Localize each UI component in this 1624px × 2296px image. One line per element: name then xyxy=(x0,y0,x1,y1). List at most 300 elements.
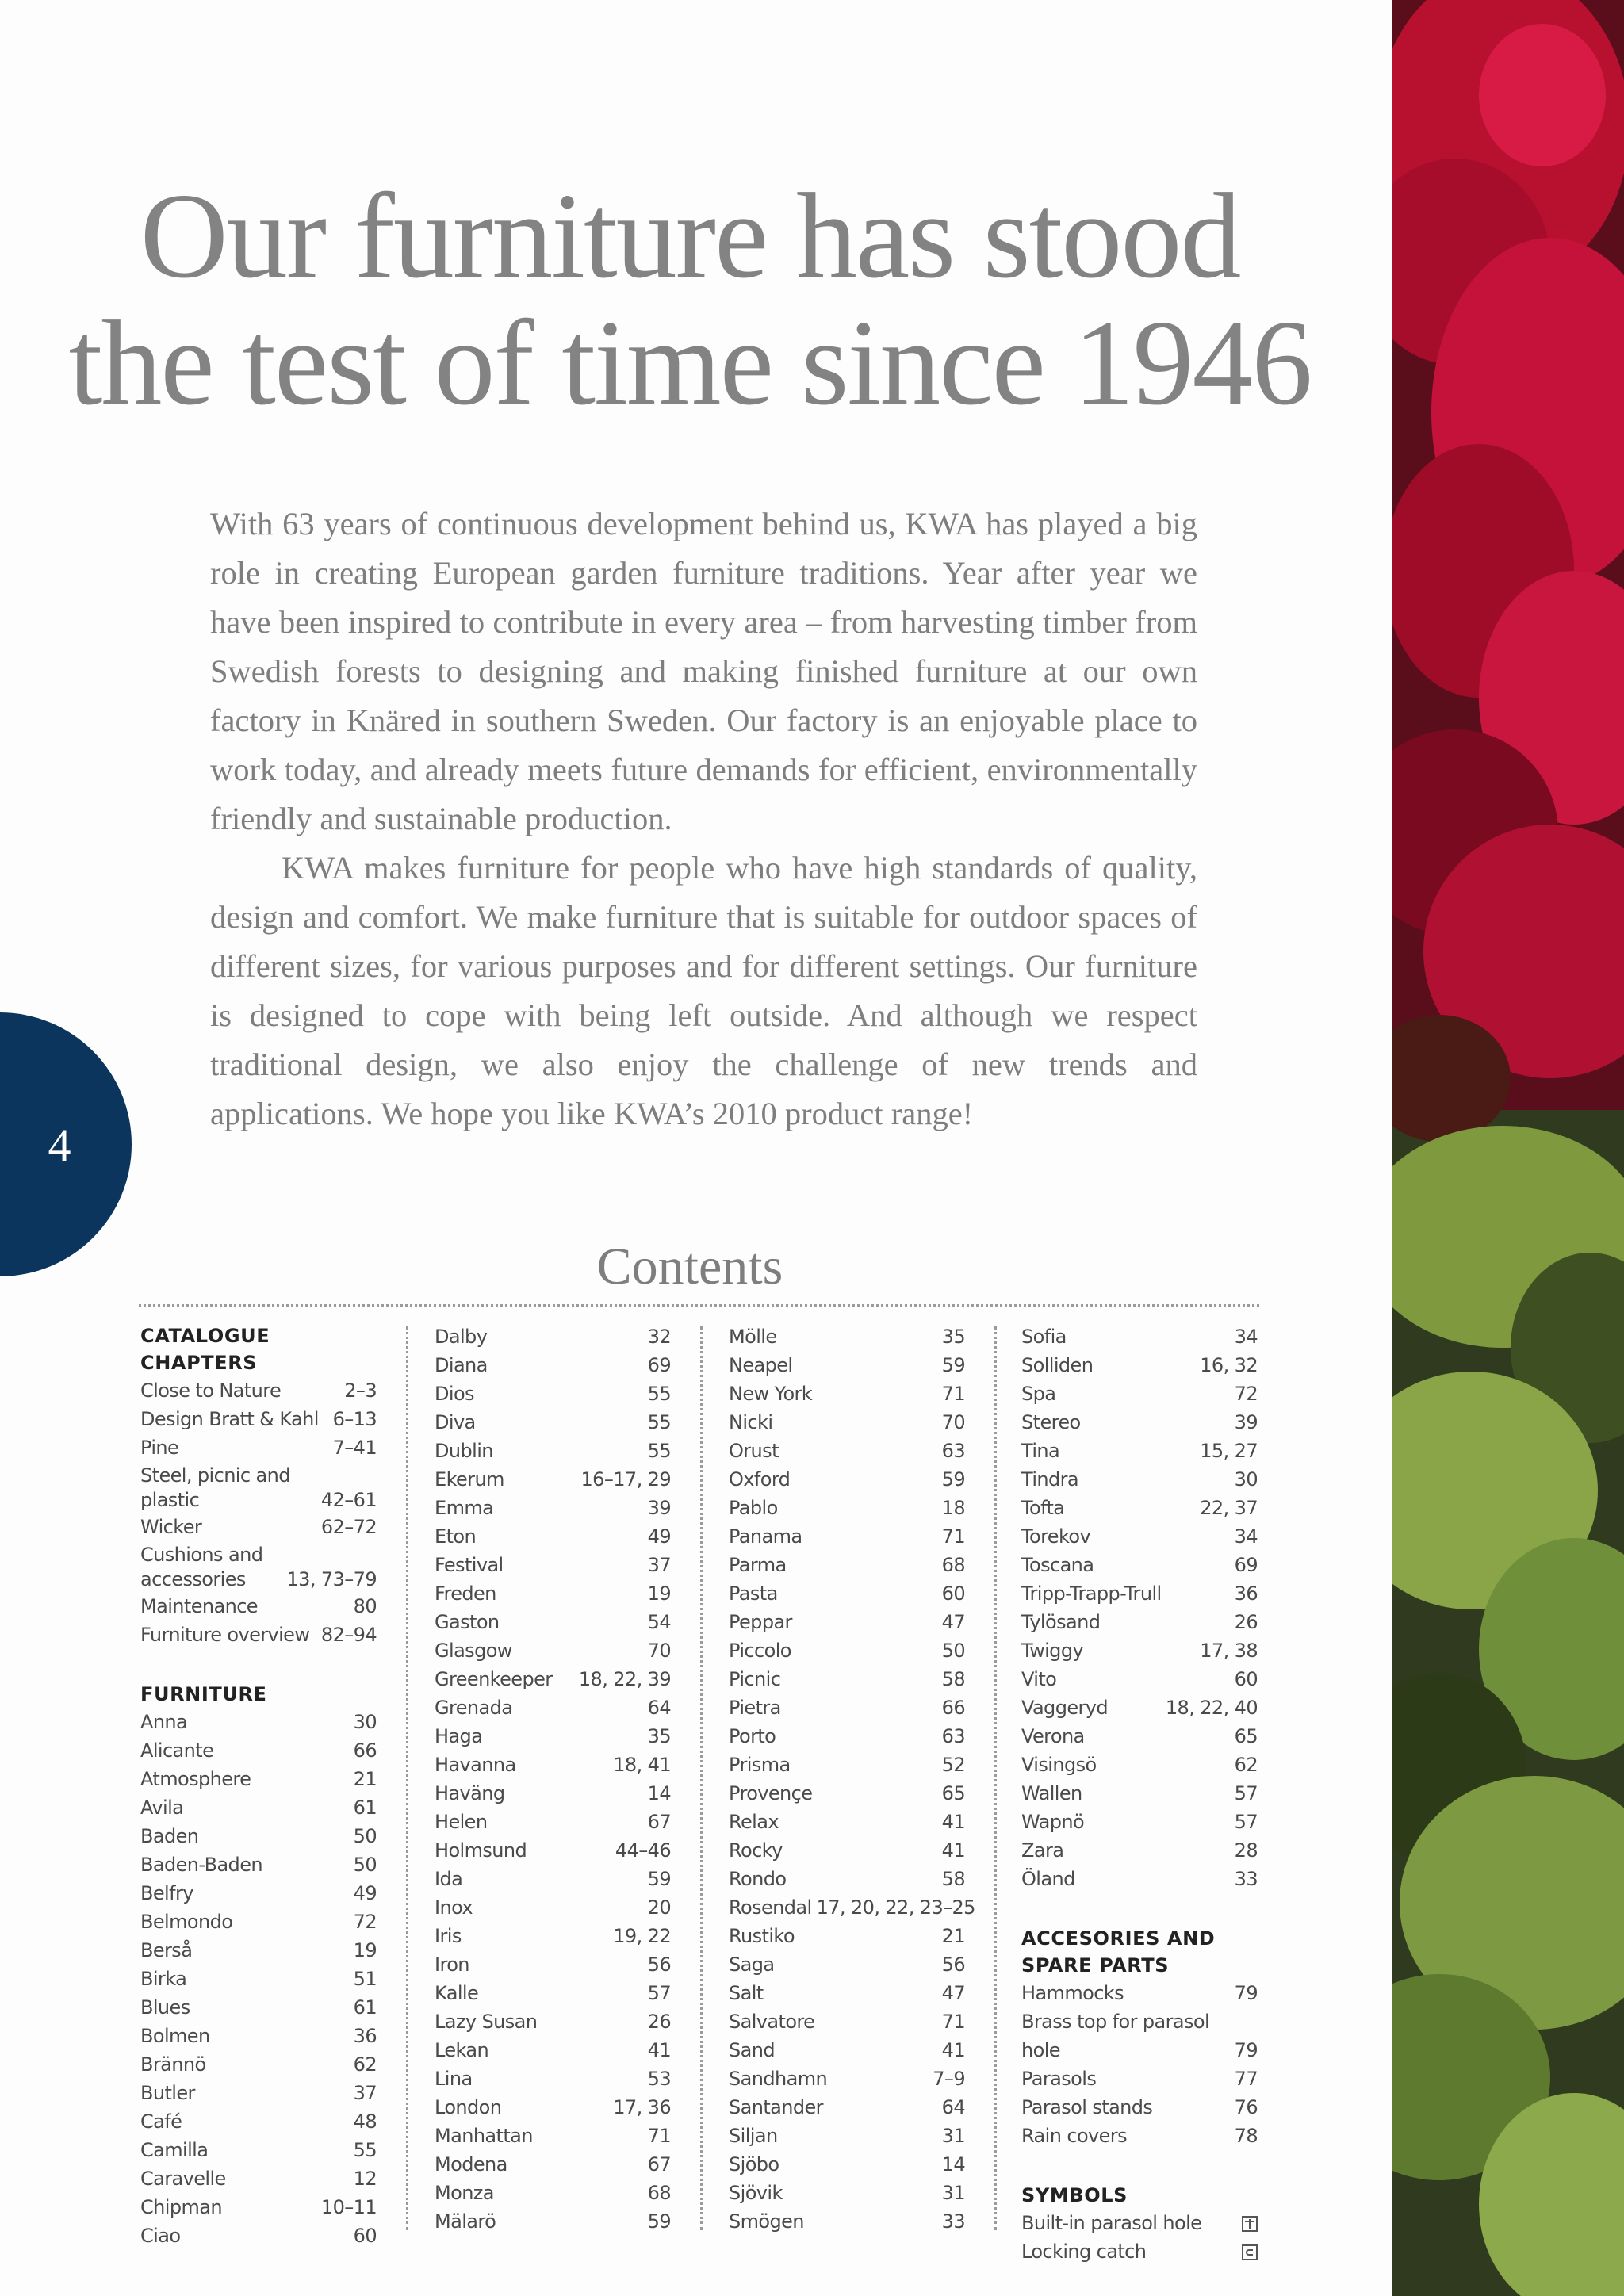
item-name: Helen xyxy=(435,1811,488,1833)
list-item xyxy=(435,1722,671,1751)
list-item xyxy=(435,1579,671,1608)
item-pages: 28 xyxy=(1234,1839,1258,1862)
list-item xyxy=(435,1551,671,1579)
item-pages: 51 xyxy=(353,1968,377,1990)
item-pages: 10–11 xyxy=(320,2196,377,2218)
furniture-list xyxy=(435,1322,671,2236)
item-name: Oxford xyxy=(729,1468,791,1490)
item-name: Grenada xyxy=(435,1697,513,1719)
item-pages: 68 xyxy=(941,1554,965,1576)
item-name: Belfry xyxy=(140,1882,193,1904)
item-name: Modena xyxy=(435,2153,508,2175)
list-item xyxy=(729,2207,965,2236)
item-pages: 57 xyxy=(647,1982,671,2004)
item-name: Twiggy xyxy=(1021,1640,1084,1662)
item-pages: 6–13 xyxy=(332,1408,377,1430)
item-pages: 7–41 xyxy=(332,1437,377,1459)
list-item xyxy=(140,1592,377,1621)
list-item xyxy=(1021,1522,1258,1551)
list-item xyxy=(435,2122,671,2150)
item-name: Holmsund xyxy=(435,1839,527,1862)
list-item xyxy=(140,1405,377,1433)
contents-title: Contents xyxy=(596,1238,783,1295)
intro-paragraph-2: KWA makes furniture for people who have high standards of quality, design and comfort. We make furniture that is suitable for outdoor spaces of different sizes, for various purposes and for different settings. Our furniture is designed to cope with being left outside. And although we respect traditional design, we also enjoy the challenge of new trends and applications. We hope you like KWA’s 2010 product range! xyxy=(210,850,1197,1131)
item-pages: 78 xyxy=(1234,2125,1258,2147)
item-name: Diva xyxy=(435,1411,476,1433)
item-pages: 22, 37 xyxy=(1200,1497,1258,1519)
item-pages: 50 xyxy=(353,1825,377,1847)
list-item xyxy=(435,2179,671,2207)
list-item xyxy=(729,2064,965,2093)
item-name: Belmondo xyxy=(140,1911,233,1933)
intro-text xyxy=(210,499,1197,1138)
item-pages: 41 xyxy=(941,2039,965,2061)
item-pages: 57 xyxy=(1234,1782,1258,1804)
list-item xyxy=(140,1433,377,1462)
item-pages: 33 xyxy=(941,2210,965,2233)
item-pages: 30 xyxy=(353,1711,377,1733)
item-pages: 17, 38 xyxy=(1200,1640,1258,1662)
list-item xyxy=(140,1541,377,1592)
item-pages: 71 xyxy=(941,2011,965,2033)
item-name: Bolmen xyxy=(140,2025,210,2047)
item-pages: 71 xyxy=(647,2125,671,2147)
list-item xyxy=(1021,1779,1258,1808)
item-name: Caravelle xyxy=(140,2168,226,2190)
list-item xyxy=(729,1665,965,1693)
item-pages: 60 xyxy=(353,2225,377,2247)
item-pages: 76 xyxy=(1234,2096,1258,2118)
item-pages: 35 xyxy=(647,1725,671,1747)
item-name: Alicante xyxy=(140,1739,214,1762)
list-item xyxy=(140,1822,377,1850)
parasol-hole-icon xyxy=(1242,2216,1258,2232)
item-pages: 16, 32 xyxy=(1200,1354,1258,1376)
item-name: Piccolo xyxy=(729,1640,791,1662)
item-pages: 31 xyxy=(941,2125,965,2147)
item-name: Pietra xyxy=(729,1697,781,1719)
list-item xyxy=(435,1950,671,1979)
item-name: Sjövik xyxy=(729,2182,783,2204)
item-pages: 55 xyxy=(647,1440,671,1462)
list-item xyxy=(140,1736,377,1765)
list-item xyxy=(1021,1380,1258,1408)
item-pages: 70 xyxy=(647,1640,671,1662)
list-item xyxy=(1021,1665,1258,1693)
list-item xyxy=(1021,1351,1258,1380)
list-item xyxy=(1021,1808,1258,1836)
list-item xyxy=(435,1351,671,1380)
list-item xyxy=(729,1551,965,1579)
list-item xyxy=(729,2179,965,2207)
list-item xyxy=(435,1522,671,1551)
list-item xyxy=(1021,1608,1258,1636)
item-name: Avila xyxy=(140,1797,184,1819)
item-pages: 69 xyxy=(647,1354,671,1376)
list-item xyxy=(435,1751,671,1779)
chapters-list xyxy=(140,1376,377,1649)
item-name: Monza xyxy=(435,2182,494,2204)
item-name: Rocky xyxy=(729,1839,783,1862)
item-pages: 68 xyxy=(647,2182,671,2204)
item-name: Butler xyxy=(140,2082,195,2104)
list-item xyxy=(435,1922,671,1950)
item-name: Pablo xyxy=(729,1497,778,1519)
item-name: Anna xyxy=(140,1711,188,1733)
list-item xyxy=(729,1836,965,1865)
list-item xyxy=(729,1722,965,1751)
item-pages: 49 xyxy=(647,1525,671,1548)
item-pages: 19, 22 xyxy=(613,1925,671,1947)
item-name: Tylösand xyxy=(1021,1611,1101,1633)
symbol-row xyxy=(1021,2237,1258,2266)
rose-photo xyxy=(1392,0,1624,2296)
item-name: Atmosphere xyxy=(140,1768,251,1790)
item-name: Mälarö xyxy=(435,2210,496,2233)
item-pages: 14 xyxy=(647,1782,671,1804)
symbol-row xyxy=(1021,2209,1258,2237)
item-pages: 55 xyxy=(647,1411,671,1433)
list-item xyxy=(1021,1865,1258,1893)
item-name: Greenkeeper xyxy=(435,1668,553,1690)
furniture-heading: FURNITURE xyxy=(140,1683,267,1705)
item-name: Eton xyxy=(435,1525,477,1548)
item-name: Brännö xyxy=(140,2053,206,2076)
list-item xyxy=(140,2193,377,2221)
item-name: Café xyxy=(140,2110,182,2133)
item-name: Santander xyxy=(729,2096,823,2118)
list-item xyxy=(729,1380,965,1408)
list-item xyxy=(729,1351,965,1380)
list-item xyxy=(1021,1579,1258,1608)
list-item xyxy=(435,1979,671,2007)
list-item xyxy=(140,1376,377,1405)
item-pages: 62 xyxy=(1234,1754,1258,1776)
item-name: Sjöbo xyxy=(729,2153,779,2175)
item-name: Tina xyxy=(1021,1440,1060,1462)
list-item xyxy=(729,1579,965,1608)
item-name: Brass top for parasol hole xyxy=(1021,2011,1210,2061)
list-item xyxy=(729,1950,965,1979)
item-pages: 60 xyxy=(1234,1668,1258,1690)
item-pages: 49 xyxy=(353,1882,377,1904)
item-name: Ciao xyxy=(140,2225,181,2247)
item-pages: 79 xyxy=(1234,2039,1258,2061)
list-item xyxy=(435,1322,671,1351)
item-name: Manhattan xyxy=(435,2125,533,2147)
item-name: Dalby xyxy=(435,1326,488,1348)
item-name: Mölle xyxy=(729,1326,777,1348)
item-pages: 48 xyxy=(353,2110,377,2133)
item-pages: 64 xyxy=(647,1697,671,1719)
item-pages: 70 xyxy=(941,1411,965,1433)
item-name: Torekov xyxy=(1021,1525,1091,1548)
item-name: New York xyxy=(729,1383,813,1405)
symbol-label: Built-in parasol hole xyxy=(1021,2212,1202,2234)
list-item xyxy=(140,1850,377,1879)
item-name: Hammocks xyxy=(1021,1982,1124,2004)
contents-column-4 xyxy=(1021,1322,1258,2266)
item-pages: 14 xyxy=(941,2153,965,2175)
item-pages: 61 xyxy=(353,1797,377,1819)
item-name: Wapnö xyxy=(1021,1811,1085,1833)
item-name: Dios xyxy=(435,1383,474,1405)
accessories-heading-line-2: SPARE PARTS xyxy=(1021,1954,1170,1976)
list-item xyxy=(729,1608,965,1636)
item-name: Vaggeryd xyxy=(1021,1697,1109,1719)
list-item xyxy=(1021,2007,1258,2064)
item-pages: 39 xyxy=(647,1497,671,1519)
list-item xyxy=(435,2150,671,2179)
item-name: Solliden xyxy=(1021,1354,1094,1376)
list-item xyxy=(729,1808,965,1836)
accessories-heading-line-1: ACCESORIES AND xyxy=(1021,1927,1216,1950)
item-pages: 44–46 xyxy=(615,1839,671,1862)
item-name: Festival xyxy=(435,1554,504,1576)
item-pages: 54 xyxy=(647,1611,671,1633)
list-item xyxy=(1021,1322,1258,1351)
item-pages: 65 xyxy=(941,1782,965,1804)
item-pages: 66 xyxy=(353,1739,377,1762)
item-pages: 47 xyxy=(941,1611,965,1633)
item-name: Glasgow xyxy=(435,1640,512,1662)
list-item xyxy=(1021,1551,1258,1579)
item-pages: 41 xyxy=(647,2039,671,2061)
item-name: Porto xyxy=(729,1725,776,1747)
list-item xyxy=(1021,1979,1258,2007)
item-name: Kalle xyxy=(435,1982,479,2004)
contents-column-2 xyxy=(435,1322,671,2236)
list-item xyxy=(140,1462,377,1513)
item-pages: 62 xyxy=(353,2053,377,2076)
list-item xyxy=(1021,1836,1258,1865)
accessories-heading xyxy=(1021,1925,1258,1952)
item-name: Baden xyxy=(140,1825,199,1847)
list-item xyxy=(1021,1494,1258,1522)
rose-photo-image xyxy=(1392,0,1624,2296)
item-name: Öland xyxy=(1021,1868,1075,1890)
item-pages: 61 xyxy=(353,1996,377,2019)
list-item xyxy=(729,1693,965,1722)
item-name: Baden-Baden xyxy=(140,1854,262,1876)
item-pages: 7–9 xyxy=(933,2068,965,2090)
headline-line-1: Our furniture has stood xyxy=(140,169,1240,304)
item-pages: 35 xyxy=(941,1326,965,1348)
item-pages: 21 xyxy=(941,1925,965,1947)
item-pages: 50 xyxy=(941,1640,965,1662)
contents-divider xyxy=(139,1304,1259,1307)
list-item xyxy=(140,1793,377,1822)
item-name: Camilla xyxy=(140,2139,209,2161)
item-name: Saga xyxy=(729,1954,775,1976)
list-item xyxy=(435,1408,671,1437)
item-name: Neapel xyxy=(729,1354,793,1376)
symbol-label: Locking catch xyxy=(1021,2241,1147,2263)
item-pages: 79 xyxy=(1234,1982,1258,2004)
list-item xyxy=(435,1380,671,1408)
item-name: Toscana xyxy=(1021,1554,1094,1576)
item-name: Parasols xyxy=(1021,2068,1097,2090)
furniture-list xyxy=(1021,1322,1258,1893)
furniture-list xyxy=(140,1708,377,2250)
item-pages: 39 xyxy=(1234,1411,1258,1433)
item-pages: 21 xyxy=(353,1768,377,1790)
item-pages: 52 xyxy=(941,1754,965,1776)
list-item xyxy=(435,2207,671,2236)
item-pages: 26 xyxy=(647,2011,671,2033)
list-item xyxy=(435,1636,671,1665)
item-name: Iron xyxy=(435,1954,469,1976)
item-pages: 59 xyxy=(647,2210,671,2233)
list-item xyxy=(1021,1437,1258,1465)
item-name: Rondo xyxy=(729,1868,787,1890)
item-name: Tripp-Trapp-Trull xyxy=(1021,1582,1162,1605)
list-item xyxy=(140,1765,377,1793)
item-pages: 57 xyxy=(1234,1811,1258,1833)
item-name: Rustiko xyxy=(729,1925,795,1947)
item-pages: 64 xyxy=(941,2096,965,2118)
item-pages: 72 xyxy=(1234,1383,1258,1405)
item-pages: 18, 41 xyxy=(613,1754,671,1776)
item-name: Gaston xyxy=(435,1611,500,1633)
item-pages: 82–94 xyxy=(320,1624,377,1646)
item-pages: 65 xyxy=(1234,1725,1258,1747)
item-name: Cushions and accessories xyxy=(140,1544,263,1590)
contents-column-1 xyxy=(140,1322,377,2250)
item-pages: 17, 36 xyxy=(613,2096,671,2118)
item-name: Smögen xyxy=(729,2210,804,2233)
list-item xyxy=(435,1494,671,1522)
item-name: Spa xyxy=(1021,1383,1056,1405)
item-name: Peppar xyxy=(729,1611,792,1633)
item-name: Picnic xyxy=(729,1668,781,1690)
item-pages: 31 xyxy=(941,2182,965,2204)
list-item xyxy=(729,2122,965,2150)
item-name: Orust xyxy=(729,1440,779,1462)
item-pages: 80 xyxy=(353,1595,377,1617)
item-pages: 37 xyxy=(647,1554,671,1576)
item-name: Havanna xyxy=(435,1754,516,1776)
list-item xyxy=(435,1437,671,1465)
item-name: Rain covers xyxy=(1021,2125,1127,2147)
list-item xyxy=(729,1322,965,1351)
list-item xyxy=(435,2007,671,2036)
list-item xyxy=(140,2050,377,2079)
list-item xyxy=(729,2036,965,2064)
item-pages: 12 xyxy=(353,2168,377,2190)
item-pages: 32 xyxy=(647,1326,671,1348)
list-item xyxy=(435,1779,671,1808)
item-pages: 34 xyxy=(1234,1326,1258,1348)
list-item xyxy=(140,1879,377,1908)
locking-catch-icon xyxy=(1242,2244,1258,2260)
item-name: Nicki xyxy=(729,1411,773,1433)
list-item xyxy=(140,2136,377,2164)
list-item xyxy=(729,1636,965,1665)
item-name: Haväng xyxy=(435,1782,505,1804)
item-name: London xyxy=(435,2096,502,2118)
list-item xyxy=(1021,1751,1258,1779)
list-item xyxy=(435,1808,671,1836)
list-item xyxy=(435,2064,671,2093)
contents-column-3 xyxy=(729,1322,975,2236)
list-item xyxy=(140,1513,377,1541)
item-pages: 67 xyxy=(647,1811,671,1833)
list-item xyxy=(435,1865,671,1893)
column-divider xyxy=(994,1326,997,2230)
item-pages: 18, 22, 40 xyxy=(1165,1697,1258,1719)
list-item xyxy=(435,1693,671,1722)
item-pages: 37 xyxy=(353,2082,377,2104)
list-item xyxy=(1021,1465,1258,1494)
item-name: Prisma xyxy=(729,1754,791,1776)
list-item xyxy=(729,1779,965,1808)
list-item xyxy=(729,1494,965,1522)
item-name: Emma xyxy=(435,1497,494,1519)
list-item xyxy=(729,2007,965,2036)
item-name: Vito xyxy=(1021,1668,1057,1690)
item-name: Sofia xyxy=(1021,1326,1067,1348)
item-pages: 2–3 xyxy=(344,1380,377,1402)
item-name: Berså xyxy=(140,1939,193,1961)
item-pages: 58 xyxy=(941,1868,965,1890)
item-name: Parma xyxy=(729,1554,787,1576)
item-name: Chipman xyxy=(140,2196,222,2218)
column-divider xyxy=(406,1326,408,2230)
list-item xyxy=(1021,2122,1258,2150)
list-item xyxy=(729,1522,965,1551)
item-name: Close to Nature xyxy=(140,1380,282,1402)
list-item xyxy=(729,1751,965,1779)
item-name: Visingsö xyxy=(1021,1754,1097,1776)
item-name: Parasol stands xyxy=(1021,2096,1153,2118)
item-pages: 33 xyxy=(1234,1868,1258,1890)
item-name: Diana xyxy=(435,1354,488,1376)
list-item xyxy=(140,2107,377,2136)
item-name: Haga xyxy=(435,1725,483,1747)
item-pages: 19 xyxy=(353,1939,377,1961)
list-item xyxy=(729,1437,965,1465)
item-pages: 66 xyxy=(941,1697,965,1719)
item-pages: 41 xyxy=(941,1839,965,1862)
list-item xyxy=(140,1621,377,1649)
intro-paragraph-1: With 63 years of continuous development behind us, KWA has played a big role in creating European garden furniture traditions. Year after year we have been inspired to contribute in every area – from harvesting timber from Swedish forests to designing and making finished furniture at our own factory in Knäred in southern Sweden. Our factory is an enjoyable place to work today, and already meets future demands for efficient, environmentally friendly and sustainable production. xyxy=(210,506,1197,836)
list-item xyxy=(729,2093,965,2122)
item-name: Pasta xyxy=(729,1582,778,1605)
item-name: Zara xyxy=(1021,1839,1064,1862)
item-pages: 72 xyxy=(353,1911,377,1933)
list-item xyxy=(140,1936,377,1965)
item-name: Salt xyxy=(729,1982,764,2004)
item-pages: 60 xyxy=(941,1582,965,1605)
item-pages: 26 xyxy=(1234,1611,1258,1633)
item-pages: 56 xyxy=(941,1954,965,1976)
item-name: Lazy Susan xyxy=(435,2011,538,2033)
list-item xyxy=(435,2093,671,2122)
list-item xyxy=(729,1922,965,1950)
list-item xyxy=(729,1979,965,2007)
item-pages: 56 xyxy=(647,1954,671,1976)
item-pages: 59 xyxy=(647,1868,671,1890)
item-name: Ida xyxy=(435,1868,463,1890)
list-item xyxy=(140,2164,377,2193)
headline-line-2: the test of time since 1946 xyxy=(68,296,1312,430)
item-name: Blues xyxy=(140,1996,190,2019)
item-pages: 34 xyxy=(1234,1525,1258,1548)
list-item xyxy=(729,1408,965,1437)
list-item xyxy=(1021,1408,1258,1437)
list-item xyxy=(1021,2093,1258,2122)
